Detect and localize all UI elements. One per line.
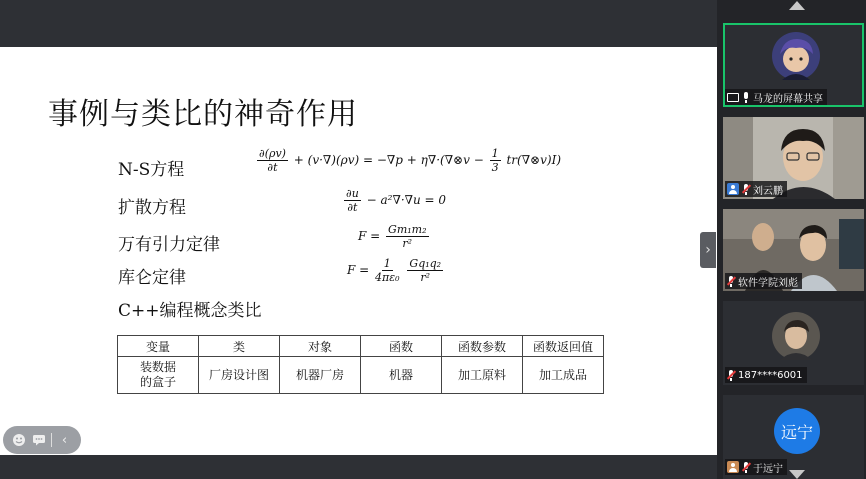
collapse-icon[interactable]: ‹ — [61, 432, 68, 448]
slide-title: 事例与类比的神奇作用 — [48, 97, 358, 132]
table-header-cell: 对象 — [280, 336, 361, 357]
participant-tile[interactable] — [723, 117, 864, 199]
participant-name: 187****6001 — [738, 369, 803, 381]
participant-name: 马龙的屏幕共享 — [753, 93, 823, 105]
chat-icon[interactable] — [31, 433, 46, 448]
table-header-cell: 函数 — [361, 336, 442, 357]
table-cell: 机器 — [361, 357, 442, 394]
participant-name: 软件学院刘彪 — [738, 277, 798, 289]
table-cell: 厂房设计图 — [199, 357, 280, 394]
host-icon — [727, 183, 739, 195]
participant-name-bar — [725, 89, 827, 105]
avatar: 远宁 — [774, 408, 820, 454]
avatar — [772, 312, 820, 360]
participant-tile[interactable] — [723, 301, 864, 385]
sidebar-toggle-tab[interactable]: › — [700, 232, 716, 268]
participant-name: 刘云鹏 — [753, 185, 783, 197]
table-cell: 加工成品 — [523, 357, 604, 394]
label-ns-equation: N-S方程 — [118, 160, 185, 180]
table-cell: 加工原料 — [442, 357, 523, 394]
emoji-icon[interactable] — [11, 433, 26, 448]
muted-microphone-icon — [742, 184, 750, 195]
table-header-cell: 变量 — [118, 336, 199, 357]
formula-navier-stokes: $\frac{\partial(\rho v)}{\partial t}$ + (v·∇)(ρv) = −∇p + η∇·(∇⊗v − $\frac{1}{3}$ tr(∇⊗v)I) — [259, 147, 562, 174]
label-diffusion-equation: 扩散方程 — [118, 198, 186, 218]
table-header-cell: 函数参数 — [442, 336, 523, 357]
top-toolbar — [0, 0, 717, 47]
scroll-up-arrow-icon[interactable] — [789, 1, 805, 10]
user-icon — [727, 461, 739, 473]
table-cell: 机器厂房 — [280, 357, 361, 394]
controls-divider — [51, 433, 52, 447]
participant-name-bar — [725, 459, 787, 475]
shared-slide — [0, 47, 717, 455]
table-header-row — [118, 336, 604, 357]
screen-share-icon — [727, 93, 739, 102]
participant-tile[interactable] — [723, 209, 864, 291]
participant-name: 于远宁 — [753, 463, 783, 475]
scroll-down-arrow-icon[interactable] — [789, 470, 805, 479]
formula-coulomb: F = $\frac{1}{\text{4πε₀}}$ $\frac{\text{Gq₁q₂}}{\text{r²}}$ — [347, 257, 442, 284]
floating-controls — [3, 426, 81, 454]
participant-tile[interactable] — [723, 23, 864, 107]
participant-name-bar — [725, 367, 807, 383]
participant-name-bar — [725, 181, 787, 197]
table-row — [118, 357, 604, 394]
formula-diffusion: $\frac{\partial u}{\partial t}$ − a²∇·∇u = 0 — [346, 187, 447, 214]
analogy-table — [117, 335, 604, 394]
table-header-cell: 函数返回值 — [523, 336, 604, 357]
label-cpp-analogy: C++编程概念类比 — [118, 301, 262, 321]
formula-gravitation: F = $\frac{\text{Gm₁m₂}}{\text{r²}}$ — [358, 223, 427, 250]
table-header-cell: 类 — [199, 336, 280, 357]
label-coulomb-law: 库仑定律 — [118, 268, 186, 288]
table-cell-variable: 装数据 的盒子 — [118, 357, 199, 394]
muted-microphone-icon — [727, 370, 735, 381]
muted-microphone-icon — [727, 276, 735, 287]
participant-name-bar — [725, 273, 802, 289]
muted-microphone-icon — [742, 462, 750, 473]
label-gravitation-law: 万有引力定律 — [118, 235, 220, 255]
microphone-icon — [742, 92, 750, 103]
bottom-toolbar — [0, 455, 717, 479]
avatar — [772, 32, 820, 80]
